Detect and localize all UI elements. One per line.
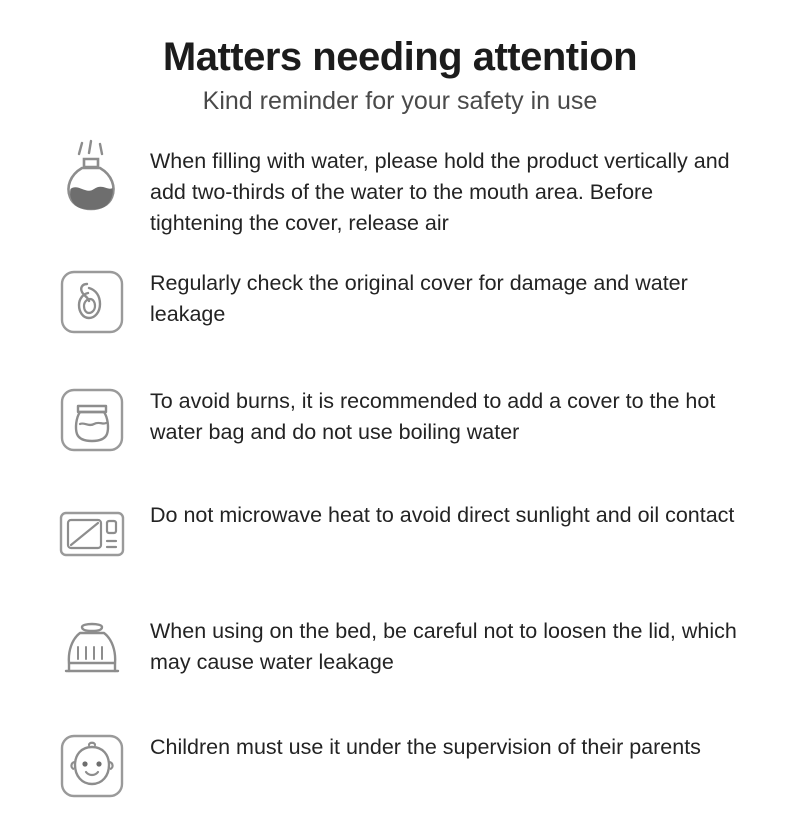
attention-items-list bbox=[40, 140, 760, 826]
list-item-text: Do not microwave heat to avoid direct sunlight and oil contact bbox=[150, 502, 735, 527]
bed-use-lid-icon bbox=[56, 614, 128, 686]
list-item bbox=[40, 610, 760, 710]
list-item bbox=[40, 140, 760, 244]
no-microwave-icon bbox=[56, 498, 128, 570]
list-item-text: When using on the bed, be careful not to loosen the lid, which may cause water leakage bbox=[150, 618, 737, 674]
list-item-text: To avoid burns, it is recommended to add a cover to the hot water bag and do not use boiling water bbox=[150, 388, 716, 444]
list-item-text: Children must use it under the supervision of their parents bbox=[150, 734, 701, 759]
list-item bbox=[40, 494, 760, 594]
page-title: Matters needing attention bbox=[162, 35, 638, 79]
list-item bbox=[40, 380, 760, 480]
page-subtitle: Kind reminder for your safety in use bbox=[202, 87, 598, 115]
water-bottle-filling-icon bbox=[56, 140, 128, 212]
list-item bbox=[40, 262, 760, 362]
bottle-cover-check-icon bbox=[56, 266, 128, 338]
list-item bbox=[40, 726, 760, 826]
list-item-text: When filling with water, please hold the product vertically and add two-thirds of the water to the mouth area. Before tightening the cover, release air bbox=[150, 149, 730, 236]
list-item-text: Regularly check the original cover for damage and water leakage bbox=[150, 270, 688, 326]
hot-water-bag-cover-icon bbox=[56, 384, 128, 456]
child-supervision-icon bbox=[56, 730, 128, 802]
